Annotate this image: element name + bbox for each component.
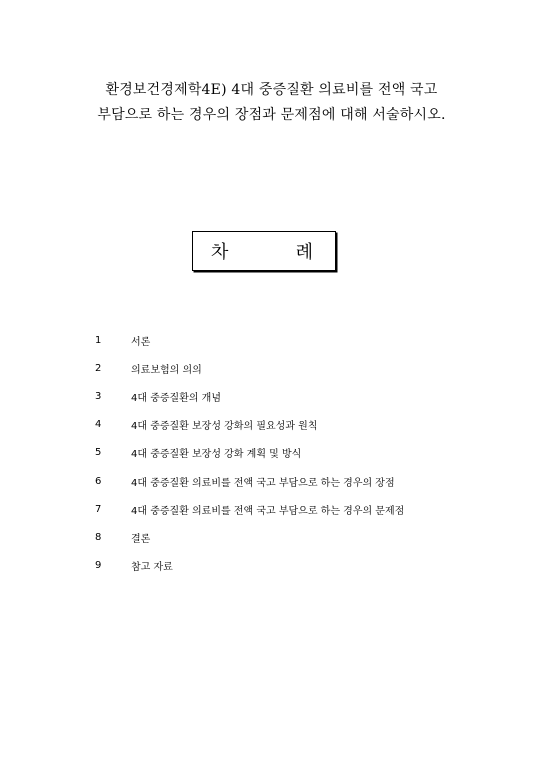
toc-item-text: 4대 중증질환 보장성 강화의 필요성과 원칙 (131, 421, 318, 433)
toc-heading-box (192, 231, 336, 271)
toc-item-text: 서론 (131, 336, 151, 348)
toc-item-text: 의료보험의 의의 (131, 364, 202, 376)
title-line-2: 부담으로 하는 경우의 장점과 문제점에 대해 서술하시오. (97, 107, 446, 123)
toc-item (95, 326, 404, 354)
toc-item-number: 4 (95, 419, 102, 431)
toc-item (95, 495, 404, 523)
toc-item (95, 552, 404, 580)
document-title (0, 78, 543, 128)
toc-item-number: 1 (95, 334, 102, 346)
toc-item-text: 참고 자료 (131, 562, 173, 574)
toc-item-text: 4대 중증질환 의료비를 전액 국고 부담으로 하는 경우의 장점 (131, 477, 395, 489)
toc-item-text: 4대 중증질환 의료비를 전액 국고 부담으로 하는 경우의 문제점 (131, 505, 405, 517)
toc-item (95, 382, 404, 410)
toc-item-text: 4대 중증질환 보장성 강화 계획 및 방식 (131, 449, 302, 461)
toc-heading-char-left: 차 (211, 242, 229, 263)
toc-item-number: 9 (95, 560, 102, 572)
toc-heading-char-right: 례 (295, 242, 313, 263)
toc-item-number: 5 (95, 447, 102, 459)
toc-item (95, 523, 404, 551)
toc-item-number: 6 (95, 475, 102, 487)
toc-item-number: 7 (95, 503, 102, 515)
toc-item-text: 4대 중증질환의 개념 (131, 392, 221, 404)
toc-item-number: 3 (95, 390, 102, 402)
toc-item-number: 2 (95, 362, 102, 374)
toc-item (95, 411, 404, 439)
toc-item (95, 354, 404, 382)
toc-item-text: 결론 (131, 533, 151, 545)
toc-item (95, 439, 404, 467)
table-of-contents (95, 326, 404, 580)
toc-item (95, 467, 404, 495)
title-line-1: 환경보건경제학4E) 4대 중증질환 의료비를 전액 국고 (105, 82, 438, 98)
toc-item-number: 8 (95, 531, 102, 543)
